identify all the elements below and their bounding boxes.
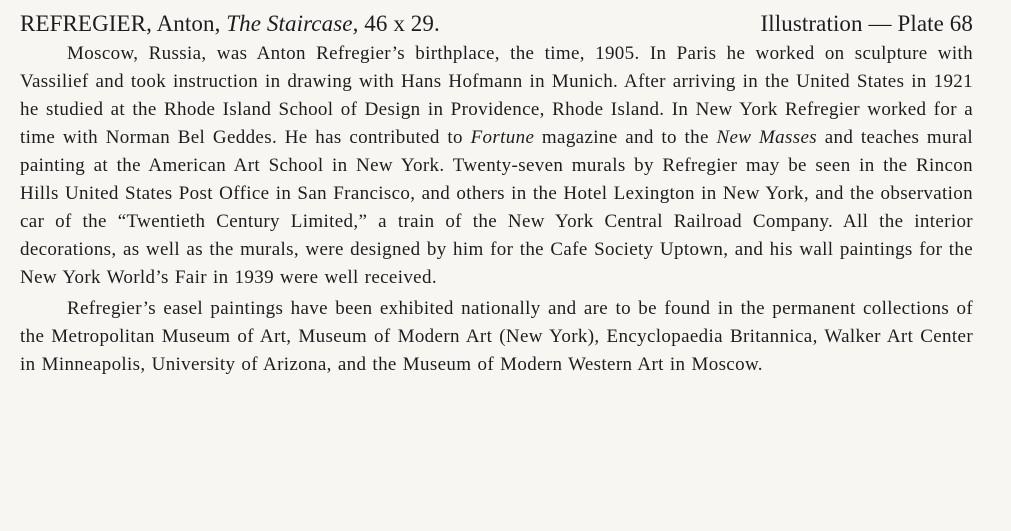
artist-surname: REFREGIER: [20, 11, 147, 36]
plate-number: Plate 68: [897, 11, 973, 36]
artist-first-name: , Anton,: [146, 11, 227, 36]
em-dash-separator: —: [862, 11, 898, 36]
artwork-dimensions: 46 x 29.: [358, 11, 440, 36]
section-label: Illustration: [760, 11, 863, 36]
paragraph-1-text-b: magazine and to the: [534, 127, 717, 148]
entry-title-group: [20, 9, 440, 39]
new-masses-title: New Masses: [716, 127, 818, 148]
paragraph-1-text-a: Moscow, Russia, was Anton Refregier’s birthplace, the time, 1905. In Paris he worked on sculpture with Vassilief and took instruction in drawing with Hans Hofmann in Munich. After arriving in the United States in 1921 he studied at the Rhode Island School of Design in Providence, Rhode Island. In New York Refregier worked for a time with Norman Bel Geddes. He has contributed to: [20, 43, 973, 148]
artwork-title: The Staircase,: [226, 11, 359, 36]
biography-paragraph-1: [20, 40, 973, 292]
biography-paragraph-2: Refregier’s easel paintings have been exhibited nationally and are to be found in the permanent collections of the Metropolitan Museum of Art, Museum of Modern Art (New York), Encyclopaedia Britannica, Walker Art Center in Minneapolis, University of Arizona, and the Museum of Modern Western Art in Moscow.: [20, 298, 973, 375]
plate-reference: [761, 9, 974, 39]
entry-heading: [20, 9, 973, 39]
fortune-title: Fortune: [470, 127, 535, 148]
paragraph-1-text-c: and teaches mural painting at the American Art School in New York. Twenty-seven murals by Refregier may be seen in the Rincon Hills United States Post Office in San Francisco, and others in the Hotel Lexington in New York, and the observation car of the “Twentieth Century Limited,” a train of the New York Central Railroad Company. All the interior decorations, as well as the murals, were designed by him for the Cafe Society Uptown, and his wall paintings for the New York World’s Fair in 1939 were well received.: [20, 127, 973, 288]
